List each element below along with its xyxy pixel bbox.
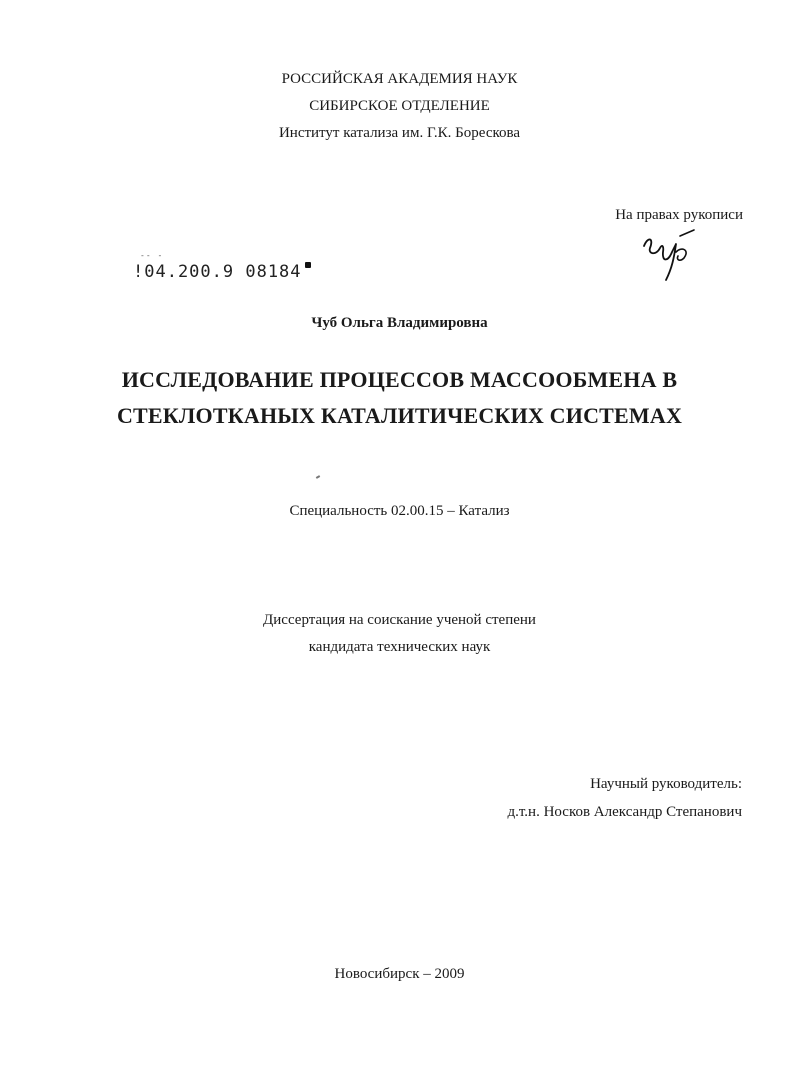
branch-name: СИБИРСКОЕ ОТДЕЛЕНИЕ <box>309 98 490 114</box>
library-stamp <box>133 262 311 282</box>
dissertation-title-line1: ИССЛЕДОВАНИЕ ПРОЦЕССОВ МАССООБМЕНА В <box>121 367 678 392</box>
city-year: Новосибирск – 2009 <box>334 966 465 982</box>
author-signature <box>636 228 700 284</box>
stamp-dot <box>305 262 311 268</box>
institute-name: Институт катализа им. Г.К. Борескова <box>278 125 521 141</box>
supervisor-name: д.т.н. Носков Александр Степанович <box>507 804 742 820</box>
stamp-mark: -- - <box>140 251 164 260</box>
dissertation-degree-line2: кандидата технических наук <box>308 639 491 655</box>
author-name: Чуб Ольга Владимировна <box>311 315 488 331</box>
dissertation-title-line2: СТЕКЛОТКАНЫХ КАТАЛИТИЧЕСКИХ СИСТЕМАХ <box>116 403 683 428</box>
academy-name: РОССИЙСКАЯ АКАДЕМИЯ НАУК <box>281 71 518 87</box>
scan-speck <box>316 475 320 479</box>
specialty: Специальность 02.00.15 – Катализ <box>289 503 510 519</box>
dissertation-degree-line1: Диссертация на соискание ученой степени <box>263 612 536 628</box>
rights-note: На правах рукописи <box>615 207 743 223</box>
supervisor-label: Научный руководитель: <box>590 776 742 792</box>
stamp-number: !04.200.9 08184 <box>133 262 302 282</box>
